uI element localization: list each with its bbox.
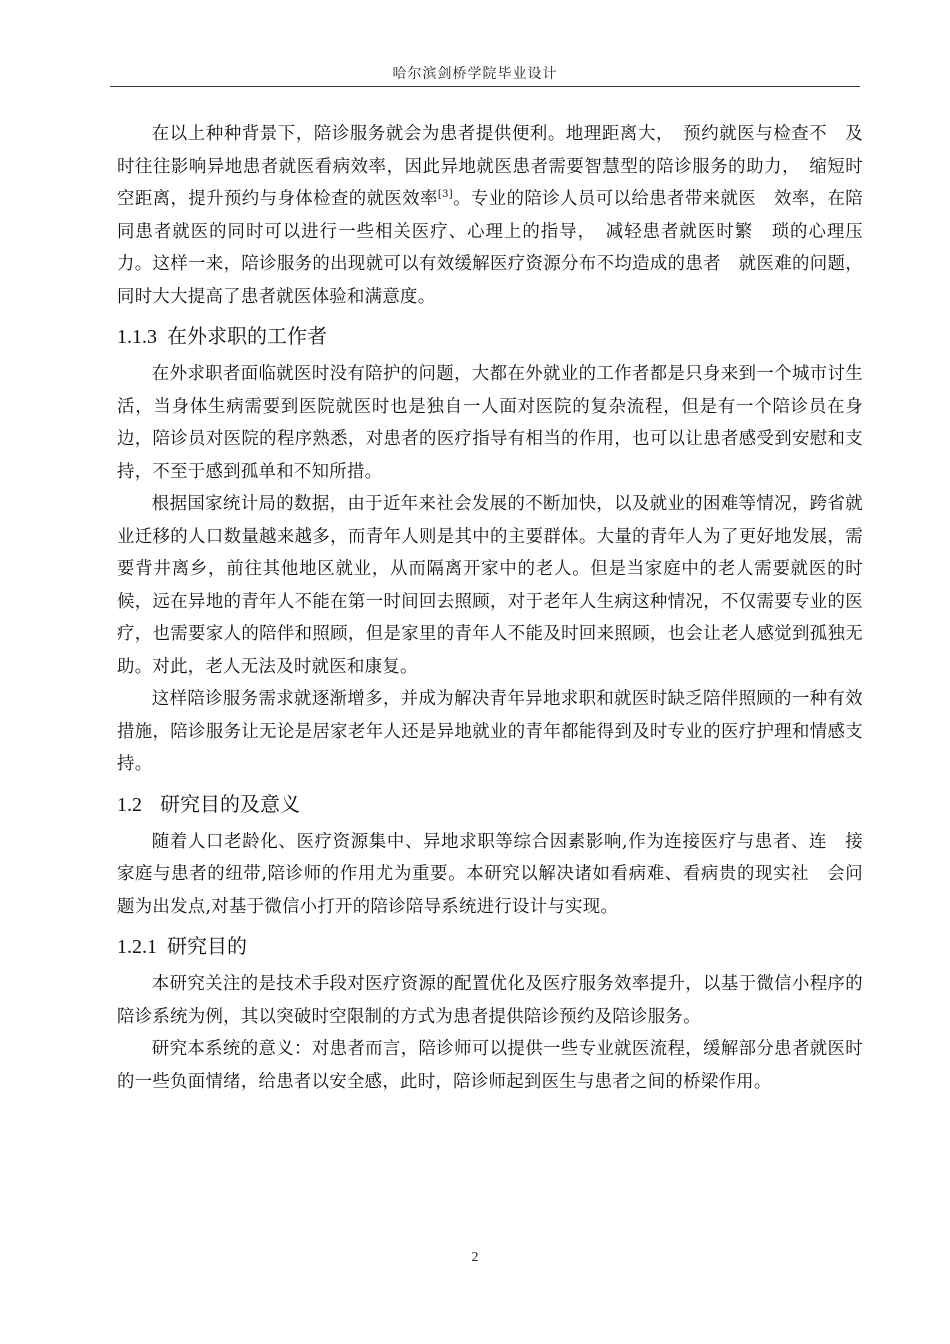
paragraph-text: 。专业的陪诊人员可以给患者带来就医 效率，在陪同患者就医的同时可以进行一些相关医疗、心理上的指导， 减轻患者就医时繁 琐的心理压力。这样一来，陪诊服务的出现就可以有效缓解医疗资源分布不均造成的患者 就医难的问题，同时大大提高了患者就医体验和满意度。 (117, 189, 863, 307)
section-title: 研究目的 (167, 934, 247, 958)
section-number: 1.1.3 (117, 326, 157, 348)
paragraph-demand: 这样陪诊服务需求就逐渐增多，并成为解决青年异地求职和就医时缺乏陪伴照顾的一种有效措施，陪诊服务让无论是居家老年人还是异地就业的青年都能得到及时专业的医疗护理和情感支持。 (117, 689, 863, 774)
paragraph-job-seekers: 在外求职者面临就医时没有陪护的问题，大都在外就业的工作者都是只身来到一个城市讨生活，当身体生病需要到医院就医时也是独自一人面对医院的复杂流程，但是有一个陪诊员在身边，陪诊员对医院的程序熟悉，对患者的医疗指导有相当的作用，也可以让患者感受到安慰和支持，不至于感到孤单和不知所措。 (117, 364, 863, 482)
paragraph-research-purpose: 本研究关注的是技术手段对医疗资源的配置优化及医疗服务效率提升，以基于微信小程序的陪诊系统为例，其以突破时空限制的方式为患者提供陪诊预约及陪诊服务。 (117, 974, 863, 1027)
paragraph-research-background: 随着人口老龄化、医疗资源集中、异地求职等综合因素影响,作为连接医疗与患者、连 接家庭与患者的纽带,陪诊师的作用尤为重要。本研究以解决诸如看病难、看病贵的现实社 会问题为出发点,对基于微信小打开的陪诊陪导系统进行设计与实现。 (117, 831, 863, 917)
section-heading-1-2-1 (117, 925, 863, 967)
page-header-title: 哈尔滨剑桥学院毕业设计 (392, 66, 558, 82)
paragraph-text: 在以上种种背景下，陪诊服务就会为患者提供便利。地理距离大， 预约就医与检查不 及时往往影响异地患者就医看病效率，因此异地就医患者需要智慧型的陪诊服务的助力， 缩短时空距离，提升预约与身体检查的就医效率 (117, 124, 863, 209)
section-heading-1-1-3 (117, 315, 863, 357)
citation-reference: [3] (437, 189, 453, 201)
section-number: 1.2 (117, 793, 142, 816)
section-title: 研究目的及意义 (160, 791, 300, 816)
paragraph-statistics: 根据国家统计局的数据，由于近年来社会发展的不断加快，以及就业的困难等情况，跨省就业迁移的人口数量越来越多，而青年人则是其中的主要群体。大量的青年人为了更好地发展，需要背井离乡，前往其他地区就业，从而隔离开家中的老人。但是当家庭中的老人需要就医的时候，远在异地的青年人不能在第一时间回去照顾，对于老年人生病这种情况，不仅需要专业的医疗，也需要家人的陪伴和照顾，但是家里的青年人不能及时回来照顾，也会让老人感觉到孤独无助。对此，老人无法及时就医和康复。 (117, 494, 863, 677)
paragraph-background-convenience (117, 118, 863, 313)
section-title: 在外求职的工作者 (167, 324, 327, 348)
paragraph-research-significance: 研究本系统的意义：对患者而言，陪诊师可以提供一些专业就医流程，缓解部分患者就医时的一些负面情绪，给患者以安全感，此时，陪诊师起到医生与患者之间的桥梁作用。 (117, 1039, 863, 1092)
section-heading-1-2 (117, 783, 863, 825)
header-divider (110, 86, 860, 87)
document-body (117, 118, 863, 1098)
section-number: 1.2.1 (117, 936, 157, 958)
page-number: 2 (471, 1250, 479, 1265)
